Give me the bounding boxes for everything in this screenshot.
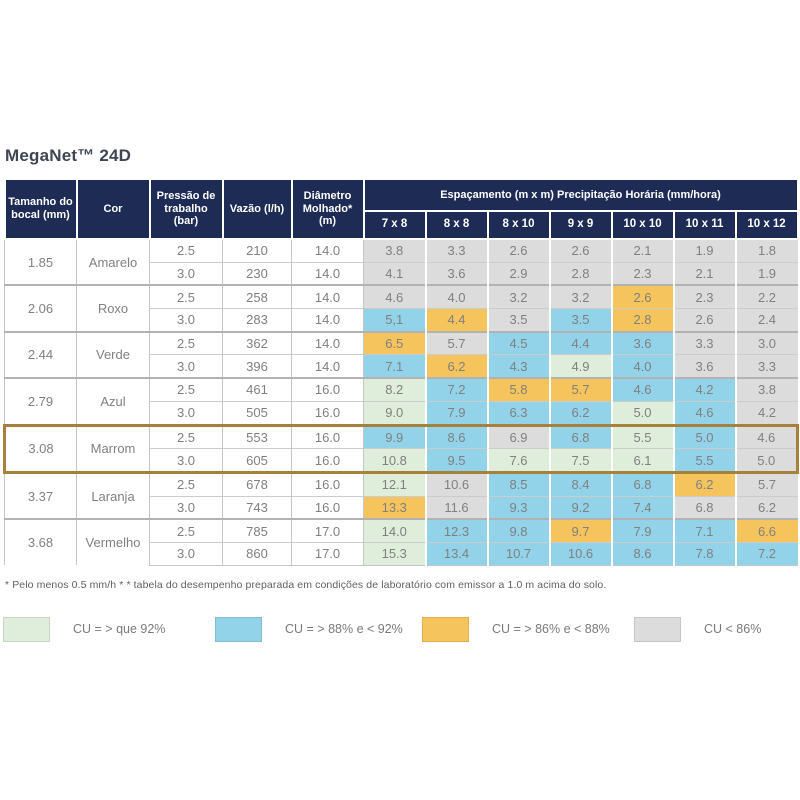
cell-precipitation: 5.7 — [736, 472, 798, 496]
cell-precipitation: 3.5 — [550, 309, 612, 332]
cell-diameter: 14.0 — [292, 239, 364, 262]
cell-nozzle-size: 3.08 — [5, 425, 77, 472]
cell-diameter: 14.0 — [292, 285, 364, 308]
cell-color-name: Laranja — [77, 472, 150, 519]
cell-precipitation: 5.7 — [426, 332, 488, 355]
cell-precipitation: 3.2 — [550, 285, 612, 308]
cell-flow: 461 — [223, 378, 292, 401]
cell-precipitation: 6.2 — [426, 355, 488, 378]
cell-flow: 362 — [223, 332, 292, 355]
cell-precipitation: 6.8 — [674, 496, 736, 519]
cell-precipitation: 4.5 — [488, 332, 550, 355]
cell-precipitation: 2.6 — [612, 285, 674, 308]
cell-precipitation: 2.6 — [674, 309, 736, 332]
cell-flow: 505 — [223, 401, 292, 425]
cell-precipitation: 3.6 — [612, 332, 674, 355]
cell-flow: 230 — [223, 262, 292, 285]
cell-precipitation: 5.0 — [612, 401, 674, 425]
col-header-nozzle-size: Tamanho do bocal (mm) — [5, 179, 77, 239]
cell-precipitation: 3.2 — [488, 285, 550, 308]
cell-precipitation: 8.5 — [488, 472, 550, 496]
table-body — [5, 239, 798, 565]
cell-precipitation: 6.5 — [364, 332, 426, 355]
cell-nozzle-size: 3.37 — [5, 472, 77, 519]
cell-precipitation: 2.1 — [612, 239, 674, 262]
performance-table — [3, 178, 799, 566]
cell-pressure: 2.5 — [150, 285, 223, 308]
cell-diameter: 17.0 — [292, 542, 364, 565]
col-header-spacing-10x10: 10 x 10 — [612, 211, 674, 239]
cell-precipitation: 2.2 — [736, 285, 798, 308]
cell-precipitation: 2.1 — [674, 262, 736, 285]
legend-swatch-blue — [215, 617, 262, 642]
cell-precipitation: 9.3 — [488, 496, 550, 519]
cell-precipitation: 5.5 — [674, 449, 736, 473]
cell-precipitation: 7.2 — [426, 378, 488, 401]
col-header-color: Cor — [77, 179, 150, 239]
cell-precipitation: 9.8 — [488, 519, 550, 542]
cell-precipitation: 6.2 — [550, 401, 612, 425]
cell-flow: 743 — [223, 496, 292, 519]
cell-precipitation: 10.6 — [426, 472, 488, 496]
table-header — [5, 179, 798, 239]
cell-flow: 258 — [223, 285, 292, 308]
cell-precipitation: 3.8 — [736, 378, 798, 401]
cell-precipitation: 5.7 — [550, 378, 612, 401]
cell-precipitation: 4.9 — [550, 355, 612, 378]
cell-flow: 283 — [223, 309, 292, 332]
col-header-spacing-8x10: 8 x 10 — [488, 211, 550, 239]
cell-precipitation: 10.7 — [488, 542, 550, 565]
cell-nozzle-size: 2.79 — [5, 378, 77, 425]
cell-precipitation: 4.2 — [736, 401, 798, 425]
cell-flow: 210 — [223, 239, 292, 262]
cell-pressure: 2.5 — [150, 472, 223, 496]
cell-precipitation: 6.8 — [550, 425, 612, 449]
table-row — [5, 519, 798, 542]
col-header-spacing-7x8: 7 x 8 — [364, 211, 426, 239]
cell-precipitation: 9.9 — [364, 425, 426, 449]
cell-precipitation: 7.9 — [426, 401, 488, 425]
cell-pressure: 2.5 — [150, 519, 223, 542]
cell-precipitation: 4.6 — [364, 285, 426, 308]
cell-precipitation: 3.8 — [364, 239, 426, 262]
cell-precipitation: 8.6 — [426, 425, 488, 449]
cell-precipitation: 4.3 — [488, 355, 550, 378]
col-header-wetted-diameter: Diâmetro Molhado* (m) — [292, 179, 364, 239]
cell-precipitation: 4.4 — [426, 309, 488, 332]
cell-precipitation: 7.9 — [612, 519, 674, 542]
cell-precipitation: 5,1 — [364, 309, 426, 332]
cell-precipitation: 1.9 — [736, 262, 798, 285]
cell-pressure: 3.0 — [150, 449, 223, 473]
col-header-pressure: Pressão de trabalho (bar) — [150, 179, 223, 239]
cell-precipitation: 7.8 — [674, 542, 736, 565]
cell-precipitation: 3.3 — [674, 332, 736, 355]
cell-precipitation: 7.1 — [674, 519, 736, 542]
cell-diameter: 14.0 — [292, 332, 364, 355]
legend-swatch-gray — [634, 617, 681, 642]
cell-precipitation: 2.8 — [612, 309, 674, 332]
table-row — [5, 472, 798, 496]
cell-pressure: 2.5 — [150, 332, 223, 355]
col-header-flow: Vazão (l/h) — [223, 179, 292, 239]
col-header-spacing-group: Espaçamento (m x m) Precipitação Horária (mm/hora) — [364, 179, 798, 211]
cell-precipitation: 2.3 — [674, 285, 736, 308]
cell-diameter: 16.0 — [292, 401, 364, 425]
col-header-spacing-8x8: 8 x 8 — [426, 211, 488, 239]
cell-precipitation: 11.6 — [426, 496, 488, 519]
col-header-spacing-10x11: 10 x 11 — [674, 211, 736, 239]
cell-precipitation: 8.6 — [612, 542, 674, 565]
cell-precipitation: 4.6 — [612, 378, 674, 401]
legend-label: CU = > 88% e < 92% — [285, 622, 403, 637]
cell-color-name: Azul — [77, 378, 150, 425]
cell-precipitation: 13.4 — [426, 542, 488, 565]
cell-nozzle-size: 2.44 — [5, 332, 77, 378]
legend-label: CU < 86% — [704, 622, 762, 637]
cell-precipitation: 4.0 — [612, 355, 674, 378]
cell-precipitation: 9.7 — [550, 519, 612, 542]
cell-pressure: 2.5 — [150, 378, 223, 401]
cell-precipitation: 7.6 — [488, 449, 550, 473]
cell-precipitation: 5.5 — [612, 425, 674, 449]
cell-precipitation: 6.8 — [612, 472, 674, 496]
cell-precipitation: 2.6 — [488, 239, 550, 262]
cell-diameter: 16.0 — [292, 425, 364, 449]
cell-precipitation: 4.6 — [736, 425, 798, 449]
table-row — [5, 239, 798, 262]
cell-precipitation: 14.0 — [364, 519, 426, 542]
cell-precipitation: 4.2 — [674, 378, 736, 401]
cell-precipitation: 4.0 — [426, 285, 488, 308]
cell-nozzle-size: 1.85 — [5, 239, 77, 285]
cell-precipitation: 6.9 — [488, 425, 550, 449]
cell-precipitation: 2.8 — [550, 262, 612, 285]
legend-item-blue — [215, 617, 422, 642]
cell-pressure: 3.0 — [150, 401, 223, 425]
cell-precipitation: 4.6 — [674, 401, 736, 425]
table-row — [5, 378, 798, 401]
legend-swatch-green — [3, 617, 50, 642]
cell-precipitation: 8.2 — [364, 378, 426, 401]
cell-precipitation: 2.4 — [736, 309, 798, 332]
cell-flow: 860 — [223, 542, 292, 565]
legend-swatch-orange — [422, 617, 469, 642]
cell-pressure: 3.0 — [150, 496, 223, 519]
cell-precipitation: 15.3 — [364, 542, 426, 565]
table-row — [5, 332, 798, 355]
cell-nozzle-size: 3.68 — [5, 519, 77, 565]
cell-flow: 785 — [223, 519, 292, 542]
cell-color-name: Verde — [77, 332, 150, 378]
cell-precipitation: 10.8 — [364, 449, 426, 473]
cell-color-name: Amarelo — [77, 239, 150, 285]
cell-precipitation: 10.6 — [550, 542, 612, 565]
cell-color-name: Roxo — [77, 285, 150, 331]
col-header-spacing-10x12: 10 x 12 — [736, 211, 798, 239]
cell-flow: 605 — [223, 449, 292, 473]
cell-precipitation: 13.3 — [364, 496, 426, 519]
cell-precipitation: 7.5 — [550, 449, 612, 473]
cu-legend — [3, 617, 797, 642]
cell-diameter: 16.0 — [292, 472, 364, 496]
cell-precipitation: 12.1 — [364, 472, 426, 496]
table-row — [5, 285, 798, 308]
cell-precipitation: 7.1 — [364, 355, 426, 378]
cell-precipitation: 5.0 — [736, 449, 798, 473]
cell-precipitation: 7.2 — [736, 542, 798, 565]
cell-precipitation: 6.6 — [736, 519, 798, 542]
cell-precipitation: 3.3 — [426, 239, 488, 262]
legend-label: CU = > que 92% — [73, 622, 166, 637]
cell-diameter: 16.0 — [292, 378, 364, 401]
cell-precipitation: 2.9 — [488, 262, 550, 285]
cell-pressure: 3.0 — [150, 262, 223, 285]
cell-color-name: Vermelho — [77, 519, 150, 565]
cell-precipitation: 3.6 — [426, 262, 488, 285]
datasheet-content — [3, 146, 797, 642]
legend-item-orange — [422, 617, 634, 642]
legend-item-green — [3, 617, 215, 642]
cell-diameter: 16.0 — [292, 449, 364, 473]
cell-precipitation: 3.6 — [674, 355, 736, 378]
cell-flow: 396 — [223, 355, 292, 378]
cell-nozzle-size: 2.06 — [5, 285, 77, 331]
cell-precipitation: 6.2 — [736, 496, 798, 519]
cell-pressure: 3.0 — [150, 355, 223, 378]
cell-precipitation: 1.8 — [736, 239, 798, 262]
cell-diameter: 16.0 — [292, 496, 364, 519]
cell-pressure: 2.5 — [150, 425, 223, 449]
cell-pressure: 3.0 — [150, 309, 223, 332]
cell-diameter: 14.0 — [292, 355, 364, 378]
cell-precipitation: 9.2 — [550, 496, 612, 519]
cell-diameter: 14.0 — [292, 309, 364, 332]
col-header-spacing-9x9: 9 x 9 — [550, 211, 612, 239]
cell-precipitation: 3.3 — [736, 355, 798, 378]
cell-pressure: 3.0 — [150, 542, 223, 565]
legend-label: CU = > 86% e < 88% — [492, 622, 610, 637]
cell-precipitation: 8.4 — [550, 472, 612, 496]
cell-flow: 553 — [223, 425, 292, 449]
legend-item-gray — [634, 617, 797, 642]
page-title: MegaNet™ 24D — [5, 146, 132, 165]
footnote: * Pelo menos 0.5 mm/h * * tabela do desempenho preparada em condições de laboratório com emissor a 1.0 m acima do solo. — [5, 578, 607, 591]
cell-precipitation: 7.4 — [612, 496, 674, 519]
cell-precipitation: 5.8 — [488, 378, 550, 401]
cell-precipitation: 2.6 — [550, 239, 612, 262]
cell-pressure: 2.5 — [150, 239, 223, 262]
cell-precipitation: 9.0 — [364, 401, 426, 425]
cell-precipitation: 4.4 — [550, 332, 612, 355]
cell-precipitation: 12.3 — [426, 519, 488, 542]
cell-precipitation: 6.3 — [488, 401, 550, 425]
cell-precipitation: 5.0 — [674, 425, 736, 449]
cell-diameter: 14.0 — [292, 262, 364, 285]
cell-precipitation: 6.1 — [612, 449, 674, 473]
cell-diameter: 17.0 — [292, 519, 364, 542]
cell-precipitation: 4.1 — [364, 262, 426, 285]
cell-flow: 678 — [223, 472, 292, 496]
cell-color-name: Marrom — [77, 425, 150, 472]
cell-precipitation: 3.5 — [488, 309, 550, 332]
cell-precipitation: 1.9 — [674, 239, 736, 262]
cell-precipitation: 2.3 — [612, 262, 674, 285]
table-row — [5, 425, 798, 449]
cell-precipitation: 9.5 — [426, 449, 488, 473]
cell-precipitation: 3.0 — [736, 332, 798, 355]
cell-precipitation: 6.2 — [674, 472, 736, 496]
